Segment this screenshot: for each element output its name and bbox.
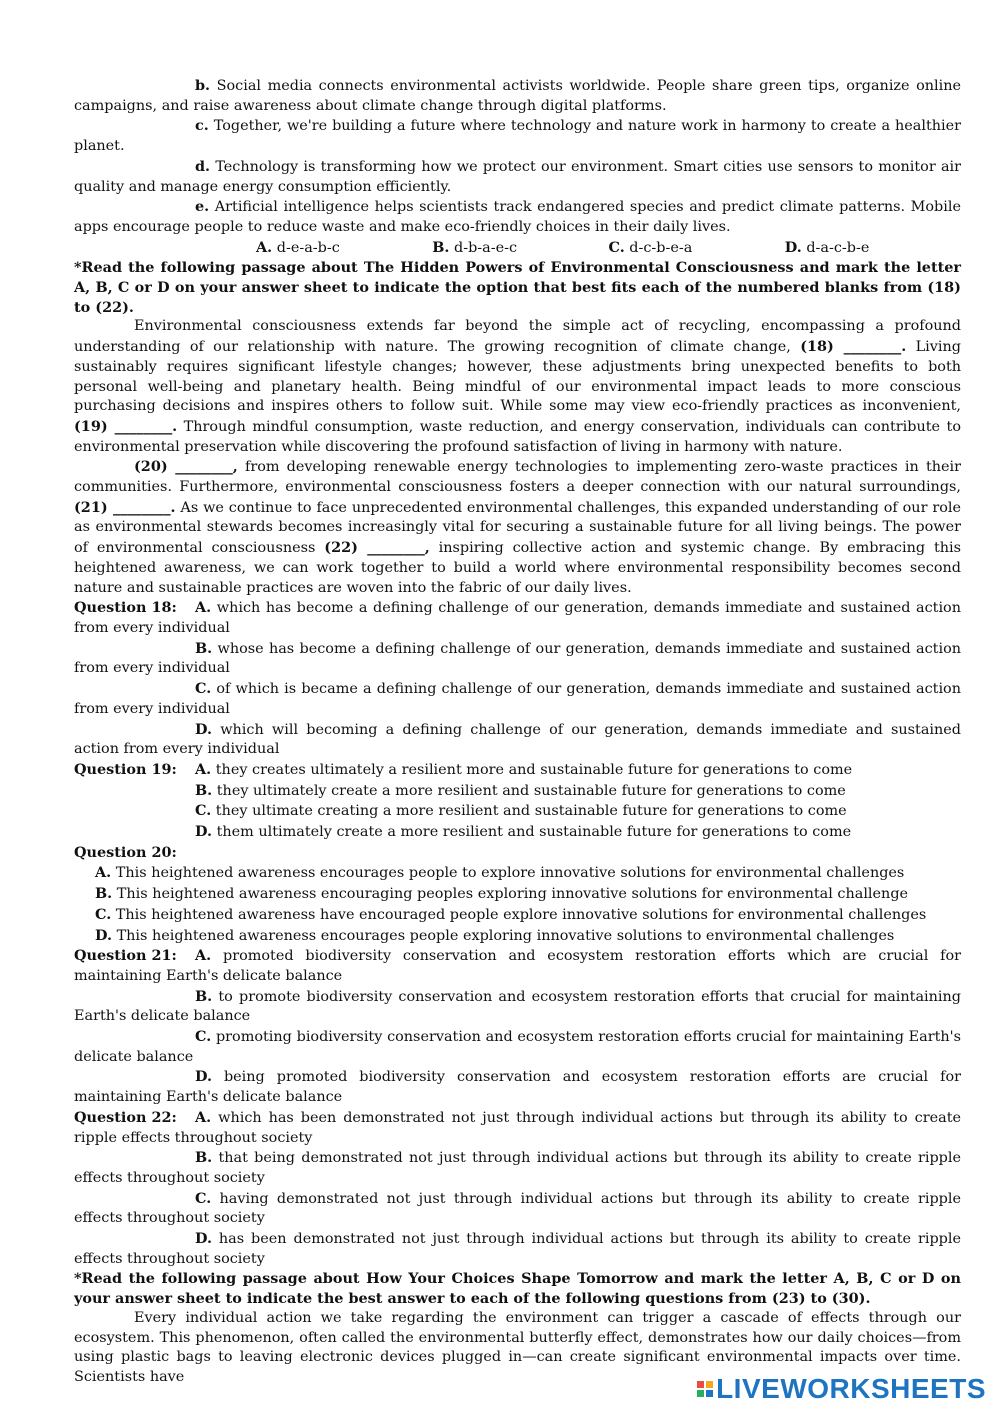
question-21-option-b[interactable]: B. to promote biodiversity conservation and ecosystem restoration efforts that crucial for maintaining Earth's delicate balance [74, 987, 961, 1025]
logo-square-blue [706, 1390, 713, 1397]
option-c[interactable]: C. d-c-b-e-a [608, 238, 693, 256]
blank-18[interactable]: (18) ________. [800, 338, 907, 356]
blank-21[interactable]: (21) ________. [74, 498, 176, 516]
passage2-paragraph-1: Environmental consciousness extends far beyond the simple act of recycling, encompassing a profound understanding of our relationship with nature. The growing recognition of climate change, (18) ________. Living sustainably requires significant lifestyle changes; however, these adjustments bring unexpected benefits to both personal well-being and planetary health. Being mindful of our environmental impact leads to more conscious purchasing decisions and inspires others to follow suit. While some may view eco-friendly practices as inconvenient, (19) ________. Through mindful consumption, waste reduction, and energy conservation, individuals can contribute to environmental preservation while discovering the profound satisfaction of living in harmony with nature. [74, 318, 961, 455]
prev-item-b: b. Social media connects environmental activists worldwide. People share green tips, organize online campaigns, and raise awareness about climate change through digital platforms. [74, 77, 961, 114]
worksheet-page [74, 76, 961, 1388]
question-19-option-c[interactable]: C. they ultimate creating a more resilient and sustainable future for generations to come [195, 802, 847, 820]
question-21-option-a[interactable]: Question 21: A. promoted biodiversity conservation and ecosystem restoration efforts which are crucial for maintaining Earth's delicate balance [74, 947, 961, 984]
question-21-option-d[interactable]: D. being promoted biodiversity conservation and ecosystem restoration efforts are crucial for maintaining Earth's delicate balance [74, 1068, 961, 1106]
question-19-option-b[interactable]: B. they ultimately create a more resilient and sustainable future for generations to come [195, 781, 846, 799]
blank-22[interactable]: (22) ________, [324, 539, 430, 557]
option-d[interactable]: D. d-a-c-b-e [784, 238, 870, 256]
logo-square-red [697, 1381, 704, 1388]
logo-square-orange [706, 1381, 713, 1388]
option-b[interactable]: B. d-b-a-e-c [432, 238, 518, 256]
question-22-option-b[interactable]: B. that being demonstrated not just through individual actions but through its ability to create ripple effects throughout society [74, 1149, 962, 1186]
question-18-option-a[interactable]: Question 18: A. which has become a defining challenge of our generation, demands immediate and sustained action from every individual [74, 599, 961, 636]
question-20-label: Question 20: [74, 843, 177, 861]
question-20-option-a[interactable]: A. This heightened awareness encourages people to explore innovative solutions for environmental challenges [95, 864, 905, 882]
section2-instruction: *Read the following passage about The Hidden Powers of Environmental Consciousness and mark the letter A, B, C or D on your answer sheet to indicate the option that best fits each of the numbered blanks from (18) to (22). [74, 259, 961, 316]
question-19-option-a[interactable]: Question 19: A. they creates ultimately a resilient more and sustainable future for generations to come [74, 760, 853, 778]
question-21-option-c[interactable]: C. promoting biodiversity conservation and ecosystem restoration efforts crucial for maintaining Earth's delicate balance [74, 1028, 961, 1065]
blank-19[interactable]: (19) ________. [74, 417, 178, 435]
liveworksheets-logo[interactable] [697, 1374, 986, 1404]
section3-instruction: *Read the following passage about How Your Choices Shape Tomorrow and mark the letter A, B, C or D on your answer sheet to indicate the best answer to each of the following questions from (23) to (30). [74, 1270, 961, 1308]
logo-square-green [697, 1390, 704, 1397]
question-22-option-c[interactable]: C. having demonstrated not just through individual actions but through its ability to create ripple effects throughout society [74, 1189, 962, 1227]
question-18-option-c[interactable]: C. of which is became a defining challenge of our generation, demands immediate and sustained action from every individual [74, 680, 961, 717]
question-18-option-d[interactable]: D. which will becoming a defining challenge of our generation, demands immediate and sustained action from every individual [74, 720, 962, 758]
question-20-option-c[interactable]: C. This heightened awareness have encouraged people explore innovative solutions for environmental challenges [95, 905, 927, 923]
question-20-option-d[interactable]: D. This heightened awareness encourages people exploring innovative solutions to environmental challenges [95, 926, 895, 944]
question-19-option-d[interactable]: D. them ultimately create a more resilient and sustainable future for generations to come [195, 823, 852, 841]
passage2-paragraph-2: (20) ________, from developing renewable energy technologies to implementing zero-waste practices in their communities. Furthermore, environmental consciousness fosters a deeper connection with our natural surroundings, (21) ________. As we continue to face unprecedented environmental challenges, this expanded understanding of our role as environmental stewards becomes increasingly vital for securing a sustainable future for all living beings. The power of environmental consciousness (22) ________, inspiring collective action and systemic change. By embracing this heightened awareness, we can work together to build a world where environmental responsibility becomes second nature and sustainable practices are woven into the fabric of our daily lives. [74, 458, 961, 596]
logo-wordmark: LIVEWORKSHEETS [716, 1373, 986, 1405]
blank-20[interactable]: (20) ________, [134, 458, 238, 476]
passage3-paragraph-1: Every individual action we take regarding the environment can trigger a cascade of effects through our ecosystem. This phenomenon, often called the environmental butterfly effect, demonstrates how our daily choices—from using plastic bags to leaving electronic devices plugged in—can create significant environmental impacts over time. Scientists have [74, 1309, 961, 1385]
liveworksheets-logo-icon [697, 1381, 713, 1397]
question-22-option-d[interactable]: D. has been demonstrated not just through individual actions but through its ability to create ripple effects throughout society [74, 1230, 961, 1267]
prev-item-e: e. Artificial intelligence helps scientists track endangered species and predict climate patterns. Mobile apps encourage people to reduce waste and make eco-friendly choices in their daily lives. [74, 198, 961, 235]
question-20-option-b[interactable]: B. This heightened awareness encouraging peoples exploring innovative solutions for environmental challenge [95, 885, 909, 903]
prev-item-c: c. Together, we're building a future where technology and nature work in harmony to create a healthier planet. [74, 117, 962, 155]
prev-question-options [74, 238, 961, 259]
option-a[interactable]: A. d-e-a-b-c [256, 238, 340, 256]
question-22-option-a[interactable]: Question 22: A. which has been demonstrated not just through individual actions but through its ability to create ripple effects throughout society [74, 1108, 961, 1146]
question-18-option-b[interactable]: B. whose has become a defining challenge of our generation, demands immediate and sustained action from every individual [74, 639, 961, 677]
prev-item-d: d. Technology is transforming how we protect our environment. Smart cities use sensors to monitor air quality and manage energy consumption efficiently. [74, 157, 962, 195]
